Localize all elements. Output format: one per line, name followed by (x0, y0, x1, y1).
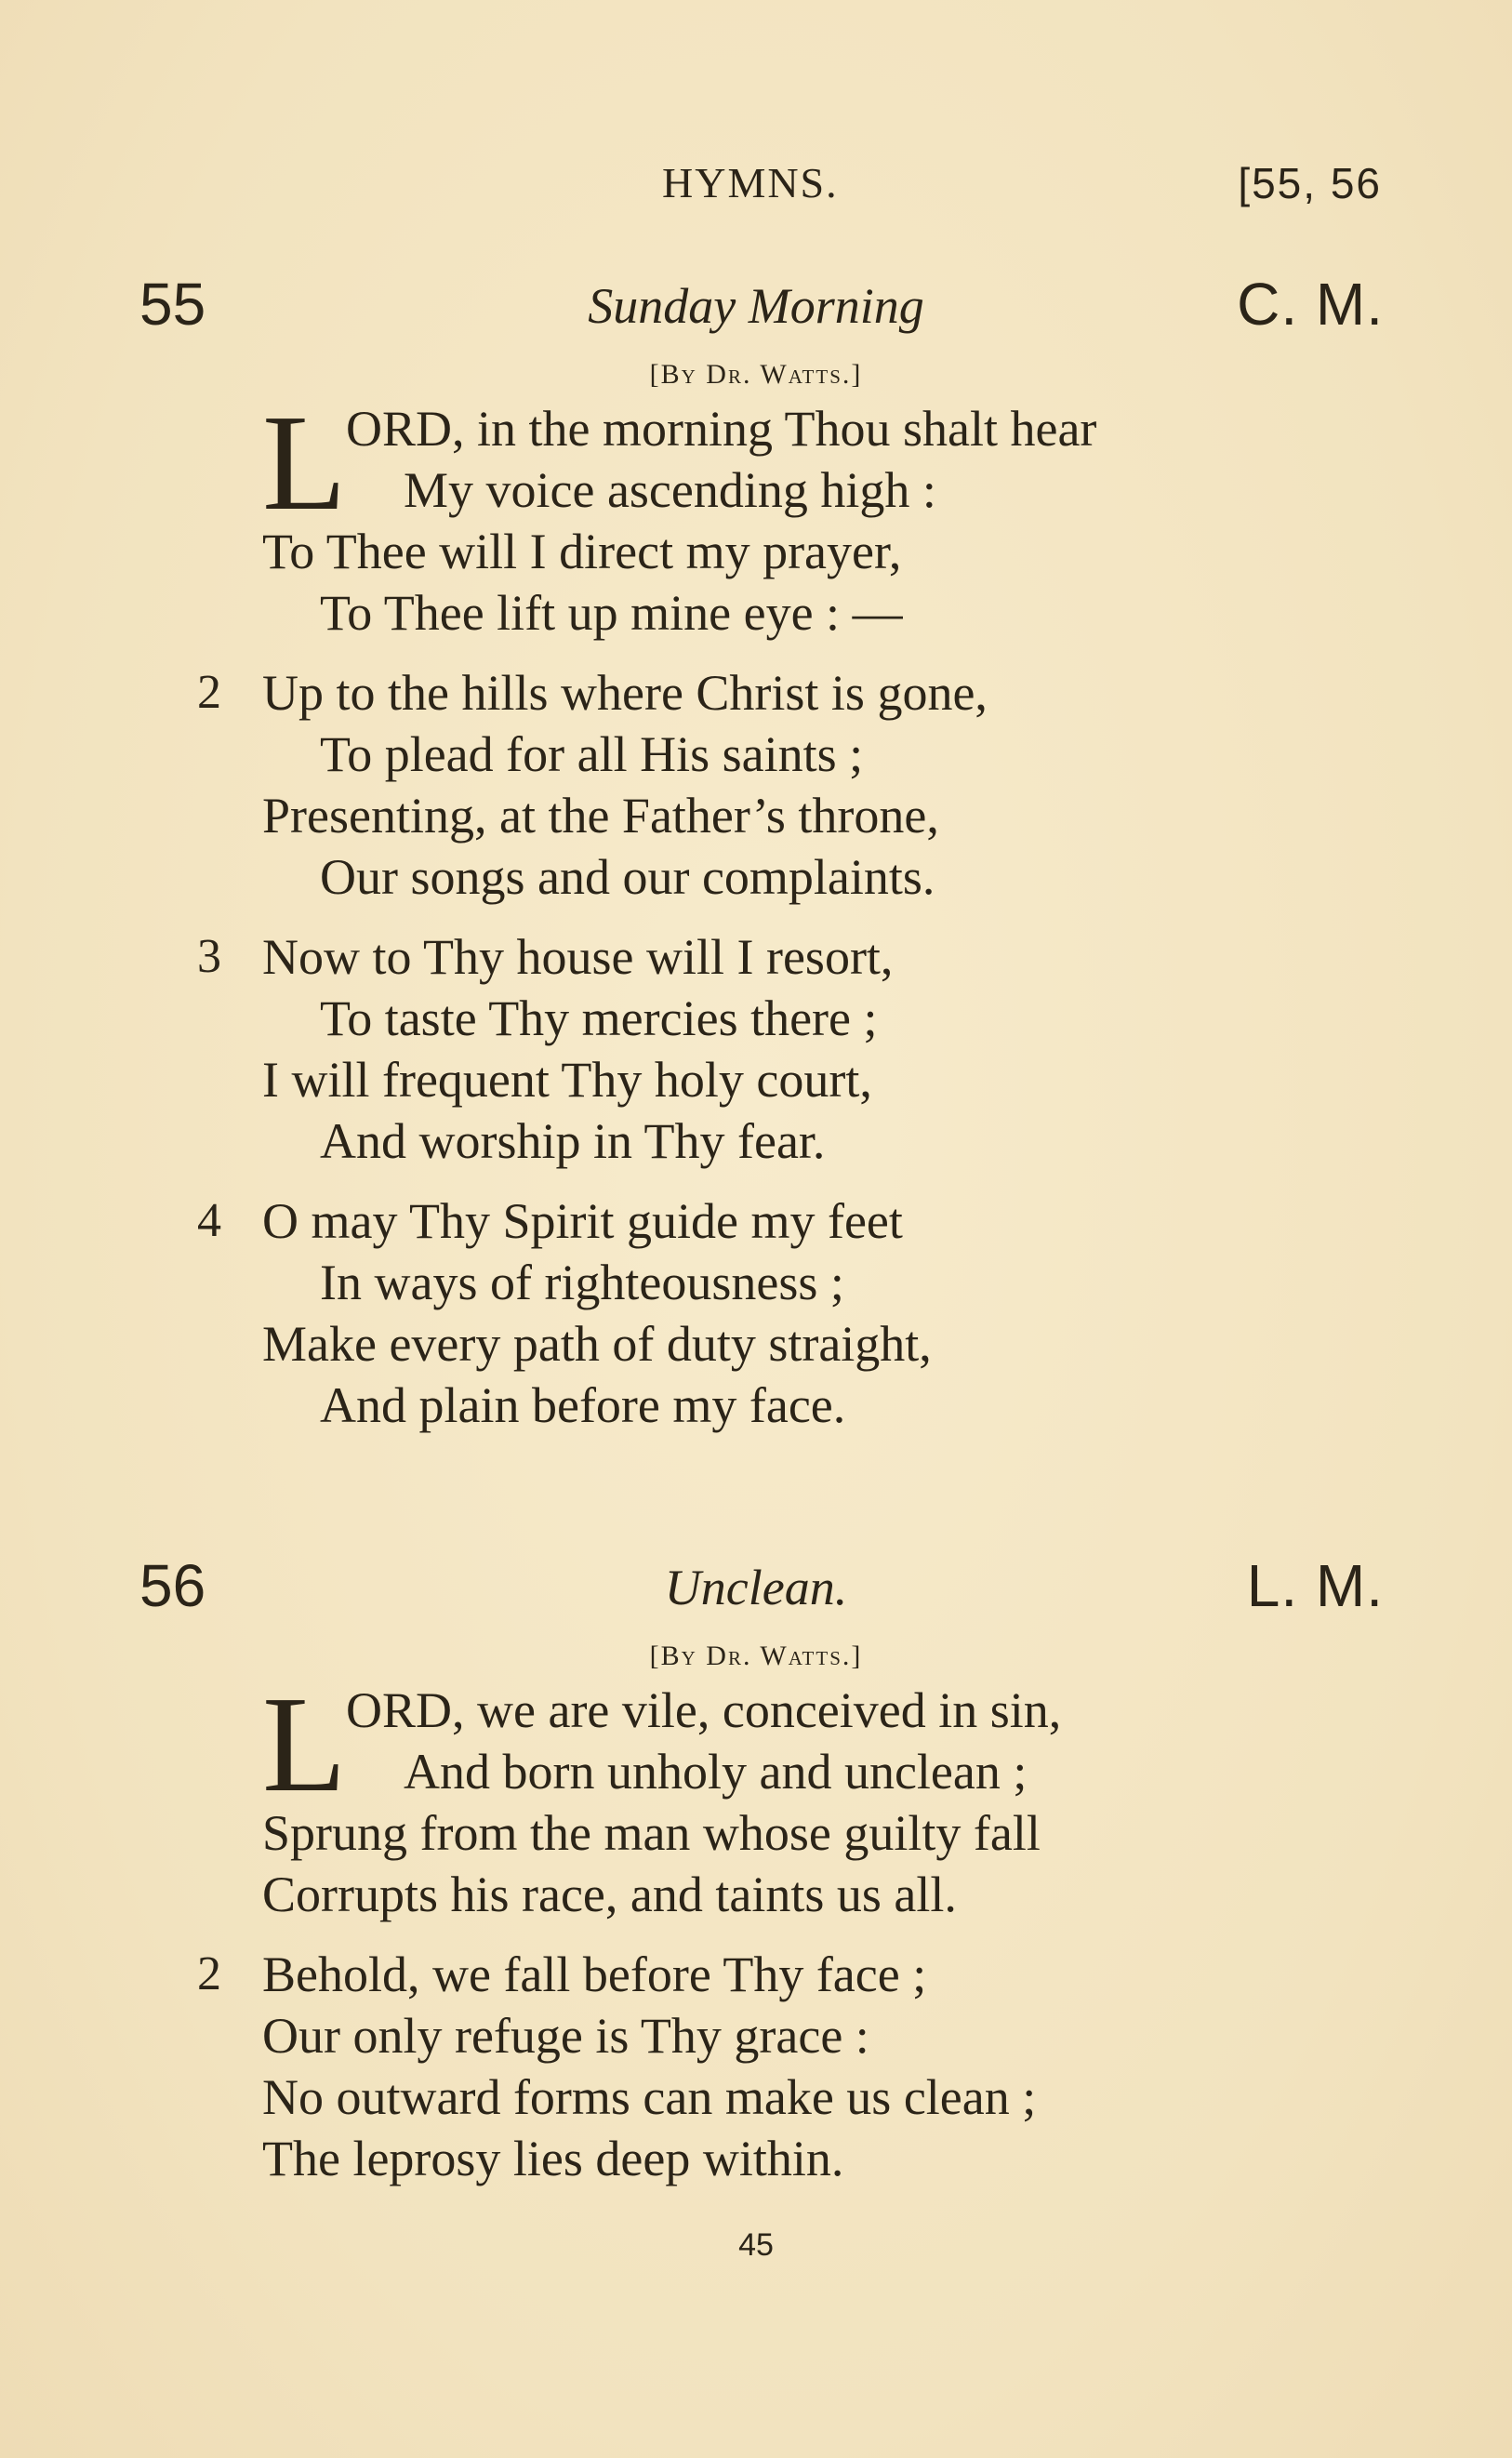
hymn-meter: L. M. (1246, 1552, 1384, 1619)
hymn-author: [By Dr. Watts.] (649, 1641, 863, 1671)
verse-line: To Thee will I direct my prayer, (262, 524, 902, 579)
hymn-number: 56 (139, 1552, 206, 1619)
verse-line: I will frequent Thy holy court, (262, 1052, 872, 1108)
hymn-header (0, 270, 1512, 344)
verse-line: Corrupts his race, and taints us all. (262, 1867, 957, 1922)
verse-number: 2 (197, 666, 221, 719)
hymn-title: Unclean. (664, 1560, 848, 1615)
hymn-56 (0, 1551, 1512, 2208)
verse-number: 3 (197, 930, 221, 983)
verse-line: To taste Thy mercies there ; (320, 990, 878, 1046)
verse-number: 4 (197, 1194, 221, 1247)
verse-line: The leprosy lies deep within. (262, 2131, 844, 2186)
running-head-title: HYMNS. (662, 159, 839, 206)
verse-line: ORD, in the morning Thou shalt hear (346, 401, 1097, 457)
hymn-title: Sunday Morning (588, 278, 924, 334)
drop-cap: L (262, 387, 347, 539)
verse-1 (0, 387, 1512, 644)
verse-line: Presenting, at the Father’s throne, (262, 788, 939, 844)
verse-line: Our only refuge is Thy grace : (262, 2008, 869, 2064)
hymn-number: 55 (139, 271, 206, 338)
verse-line: And born unholy and unclean ; (404, 1744, 1028, 1800)
verse-line: ORD, we are vile, conceived in sin, (346, 1682, 1062, 1738)
page-number: 45 (738, 2227, 774, 2263)
verse-line: Now to Thy house will I resort, (262, 929, 894, 985)
running-head (0, 158, 1512, 214)
verse-1 (0, 1668, 1512, 1925)
hymn-author: [By Dr. Watts.] (649, 359, 863, 390)
verse-line: No outward forms can make us clean ; (262, 2069, 1037, 2125)
verse-line: Up to the hills where Christ is gone, (262, 665, 988, 721)
verse-line: And worship in Thy fear. (320, 1113, 826, 1169)
hymn-55 (0, 270, 1512, 1455)
verse-line: O may Thy Spirit guide my feet (262, 1193, 903, 1249)
verse-2 (0, 662, 1512, 908)
verse-line: Sprung from the man whose guilty fall (262, 1805, 1041, 1861)
running-head-hymn-range: [55, 56 (1238, 159, 1382, 207)
verse-line: And plain before my face. (320, 1377, 846, 1433)
verse-line: In ways of righteousness ; (320, 1255, 844, 1310)
verse-2 (0, 1944, 1512, 2189)
verse-line: Behold, we fall before Thy face ; (262, 1946, 927, 2002)
verse-3 (0, 926, 1512, 1172)
verse-number: 2 (197, 1947, 221, 2000)
verse-line: My voice ascending high : (404, 462, 936, 518)
verse-line: To Thee lift up mine eye : — (320, 585, 903, 641)
verse-line: To plead for all His saints ; (320, 726, 864, 782)
verse-line: Our songs and our complaints. (320, 849, 935, 905)
drop-cap: L (262, 1668, 347, 1821)
verse-4 (0, 1190, 1512, 1436)
verse-line: Make every path of duty straight, (262, 1316, 932, 1372)
hymn-meter: C. M. (1237, 271, 1384, 338)
hymn-header (0, 1551, 1512, 1626)
